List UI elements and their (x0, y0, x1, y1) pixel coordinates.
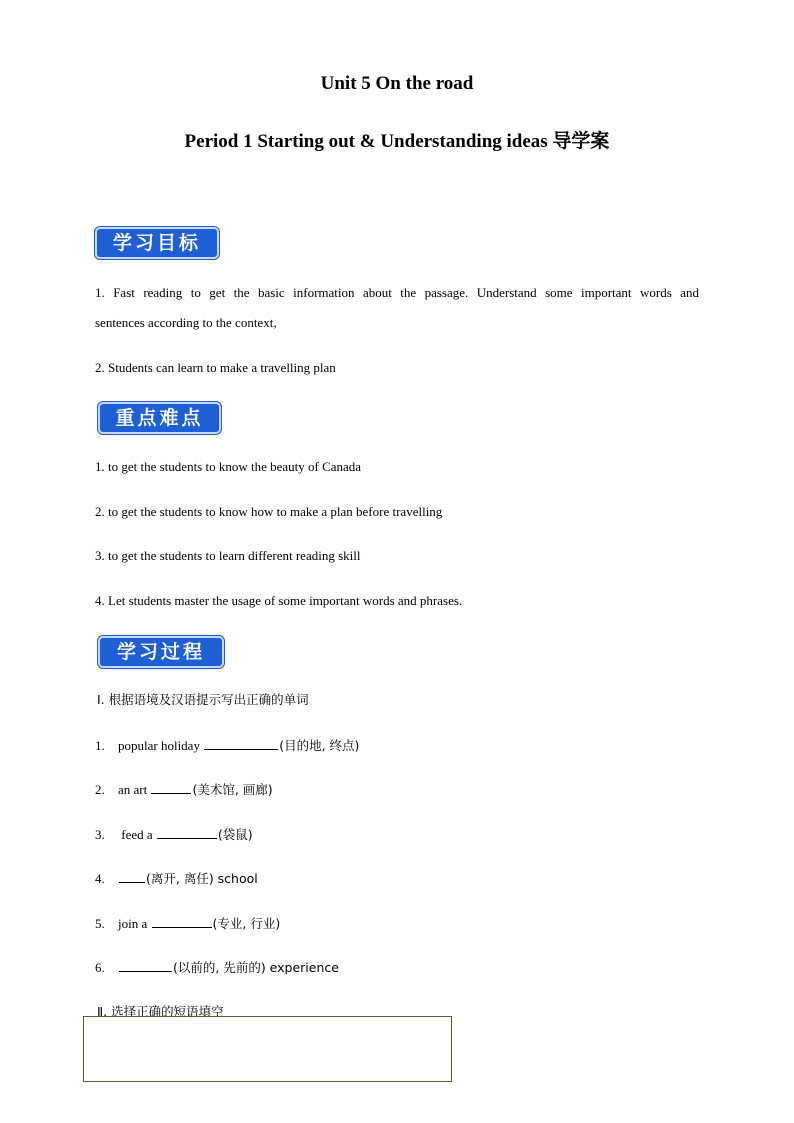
exercise-item-1 (95, 737, 359, 754)
part-2-heading: Ⅱ. 选择正确的短语填空 (97, 1004, 224, 1019)
exercise-hint: (专业, 行业) (212, 916, 281, 931)
exercise-prefix: popular holiday (118, 738, 204, 753)
exercise-number: 2. (95, 782, 105, 797)
key-point-3: 3. to get the students to learn different reading skill (95, 548, 361, 563)
exercise-number: 4. (95, 871, 105, 886)
exercise-hint: (离开, 离任) school (146, 871, 258, 886)
answer-blank[interactable] (152, 915, 212, 928)
exercise-item-5 (95, 915, 280, 932)
exercise-prefix: join a (118, 916, 151, 931)
goal-item-1: 1. Fast reading to get the basic information about the passage. Understand some important words and (95, 285, 699, 300)
key-point-4: 4. Let students master the usage of some important words and phrases. (95, 593, 463, 608)
exercise-number: 3. (95, 827, 105, 842)
exercise-prefix: feed a (118, 827, 156, 842)
exercise-item-4 (95, 870, 258, 887)
exercise-hint: (袋鼠) (217, 827, 253, 842)
key-point-2: 2. to get the students to know how to make a plan before travelling (95, 504, 443, 519)
exercise-item-6 (95, 959, 339, 976)
answer-blank[interactable] (157, 826, 217, 839)
answer-blank[interactable] (151, 781, 191, 794)
goal-item-2: 2. Students can learn to make a travelling plan (95, 360, 336, 375)
answer-blank[interactable] (119, 959, 172, 972)
exercise-hint: (目的地, 终点) (279, 738, 360, 753)
exercise-hint: (以前的, 先前的) experience (173, 960, 339, 975)
exercise-item-3 (95, 826, 253, 843)
banner-learning-process: 学习过程 (98, 636, 224, 668)
exercise-item-2 (95, 781, 273, 798)
key-point-1: 1. to get the students to know the beauty of Canada (95, 459, 362, 474)
exercise-hint: (美术馆, 画廊) (192, 782, 273, 797)
answer-blank[interactable] (119, 870, 145, 883)
goal-item-1-cont: sentences according to the context, (95, 315, 277, 330)
exercise-number: 6. (95, 960, 105, 975)
exercise-number: 1. (95, 738, 105, 753)
page-title: Unit 5 On the road (320, 73, 474, 94)
part-1-heading: Ⅰ. 根据语境及汉语提示写出正确的单词 (97, 692, 309, 707)
exercise-number: 5. (95, 916, 105, 931)
answer-blank[interactable] (204, 737, 278, 750)
banner-key-difficult-points: 重点难点 (98, 402, 221, 434)
banner-learning-goals: 学习目标 (95, 227, 219, 259)
exercise-prefix: an art (118, 782, 151, 797)
page-subtitle: Period 1 Starting out & Understanding ideas 导学案 (184, 131, 610, 152)
phrase-box (83, 1016, 452, 1082)
